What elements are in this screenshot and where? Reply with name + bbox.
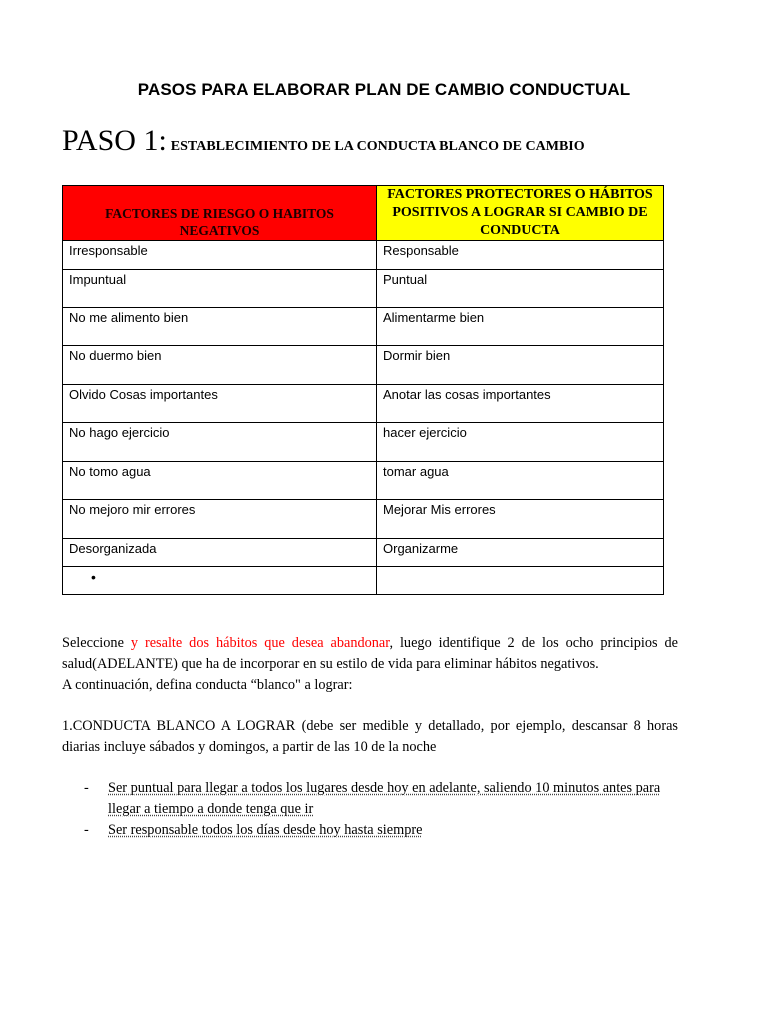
positive-habit-cell: Mejorar Mis errores: [377, 500, 664, 539]
bullet-marker: •: [91, 569, 96, 585]
negative-habit-cell: No hago ejercicio: [63, 423, 377, 462]
list-marker: -: [84, 780, 89, 796]
table-row: [63, 270, 664, 308]
positive-habit-cell: tomar agua: [377, 462, 664, 500]
define-target-text: A continuación, defina conducta “blanco" a lograr:: [62, 677, 353, 693]
table-row-empty: [63, 567, 664, 595]
negative-habit-cell: Olvido Cosas importantes: [63, 385, 377, 423]
table-row: [63, 308, 664, 346]
positive-habit-cell: Responsable: [377, 241, 664, 270]
instructions-text-cont: , luego identifique 2 de los ocho principios de salud(ADELANTE) que ha de incorporar en su estilo de vida para eliminar hábitos negativos.: [62, 635, 678, 672]
step-subtitle: ESTABLECIMIENTO DE LA CONDUCTA BLANCO DE CAMBIO: [170, 139, 585, 154]
habits-table: [62, 185, 664, 595]
negative-habit-cell: No duermo bien: [63, 346, 377, 385]
table-header-row: [63, 186, 664, 241]
negative-habit-cell: No mejoro mir errores: [63, 500, 377, 539]
table-row: [63, 241, 664, 270]
goals-list: [84, 778, 678, 841]
list-item: [84, 778, 678, 820]
step-label: PASO 1:: [62, 124, 167, 157]
positive-habit-cell: Dormir bien: [377, 346, 664, 385]
empty-cell: [377, 567, 664, 595]
list-item: [84, 820, 678, 841]
header-protective-factors: FACTORES PROTECTORES O HÁBITOS POSITIVOS A LOGRAR SI CAMBIO DE CONDUCTA: [377, 186, 664, 241]
goal-text: Ser puntual para llegar a todos los lugares desde hoy en adelante, saliendo 10 minutos antes para llegar a tiempo a donde tenga que ir: [108, 780, 661, 817]
negative-habit-cell: Irresponsable: [63, 241, 377, 270]
list-marker: -: [84, 822, 89, 838]
table-row: [63, 346, 664, 385]
target-conduct-paragraph: 1.CONDUCTA BLANCO A LOGRAR (debe ser medible y detallado, por ejemplo, descansar 8 horas diarias incluye sábados y domingos, a partir de las 10 de la noche: [62, 718, 678, 755]
goal-text: Ser responsable todos los días desde hoy hasta siempre: [108, 822, 423, 838]
highlighted-instruction: y resalte dos hábitos que desea abandonar: [130, 635, 390, 651]
negative-habit-cell: Impuntual: [63, 270, 377, 308]
positive-habit-cell: Organizarme: [377, 539, 664, 567]
negative-habit-cell: No tomo agua: [63, 462, 377, 500]
header-risk-factors: FACTORES DE RIESGO O HABITOS NEGATIVOS: [63, 186, 377, 241]
table-row: [63, 462, 664, 500]
table-row: [63, 385, 664, 423]
table-row: [63, 423, 664, 462]
positive-habit-cell: Alimentarme bien: [377, 308, 664, 346]
positive-habit-cell: Puntual: [377, 270, 664, 308]
negative-habit-cell: No me alimento bien: [63, 308, 377, 346]
positive-habit-cell: Anotar las cosas importantes: [377, 385, 664, 423]
table-row: [63, 500, 664, 539]
document-title: PASOS PARA ELABORAR PLAN DE CAMBIO CONDUCTUAL: [137, 80, 631, 99]
negative-habit-cell: Desorganizada: [63, 539, 377, 567]
bullet-cell: [63, 567, 377, 595]
instructions-paragraph: [62, 633, 678, 696]
instructions-text: Seleccione: [62, 635, 131, 651]
step-heading: [62, 124, 585, 158]
positive-habit-cell: hacer ejercicio: [377, 423, 664, 462]
table-row: [63, 539, 664, 567]
